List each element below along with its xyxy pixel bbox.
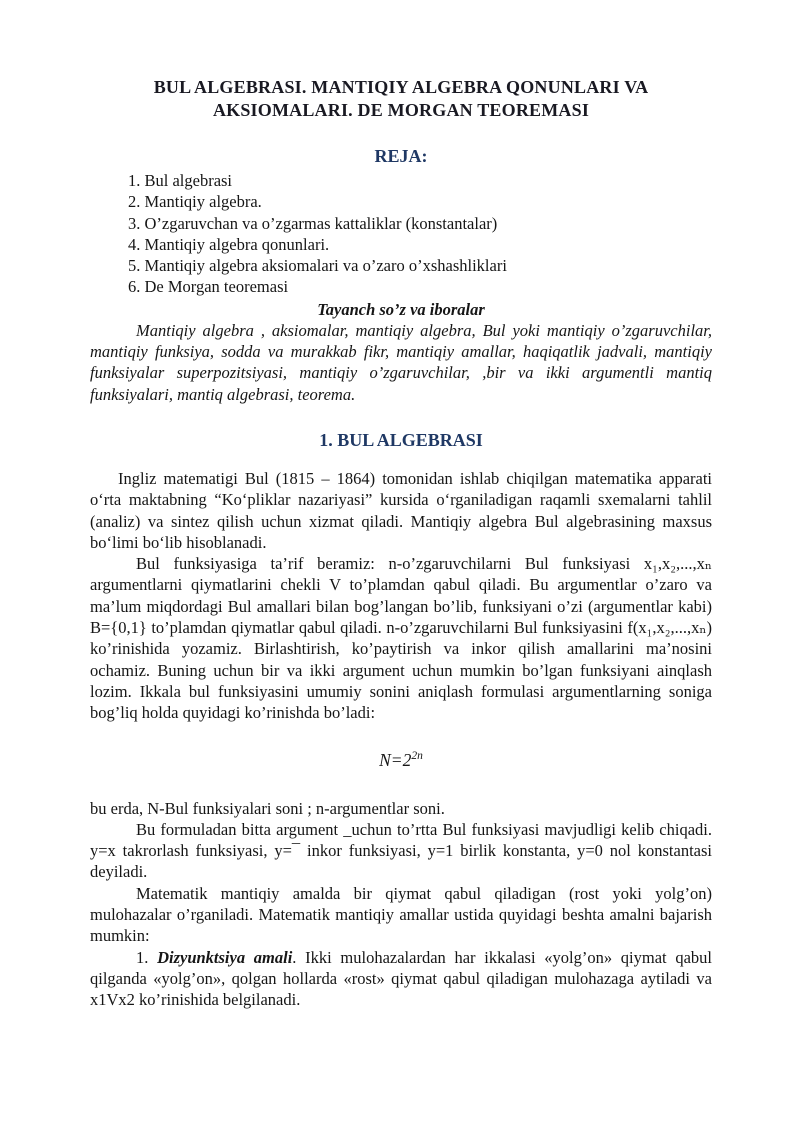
formula-caption: bu erda, N-Bul funksiyalari soni ; n-argumentlar soni. <box>90 798 445 818</box>
formula-base: N=2 <box>379 749 412 770</box>
formula-n-equals-2-pow-2n <box>90 750 712 771</box>
document-title <box>90 76 712 122</box>
section1-paragraph-5 <box>90 947 712 1011</box>
document-title-line1: BUL ALGEBRASI. MANTIQIY ALGEBRA QONUNLARI VA <box>153 77 649 97</box>
reja-heading: REJA: <box>374 146 428 166</box>
reja-item-5: 5. Mantiqiy algebra aksiomalari va o’zaro o’xshashliklari <box>128 256 507 276</box>
section1-heading: 1. BUL ALGEBRASI <box>319 429 483 450</box>
reja-item-2: 2. Mantiqiy algebra. <box>128 192 262 212</box>
reja-item-3: 3. O’zgaruvchan va o’zgarmas kattaliklar (konstantalar) <box>128 213 498 233</box>
list-number: 1. <box>136 947 158 967</box>
reja-item-4: 4. Mantiqiy algebra qonunlari. <box>128 234 330 254</box>
keywords-heading: Tayanch so’z va iboralar <box>317 299 485 319</box>
reja-item-1: 1. Bul algebrasi <box>128 171 233 190</box>
section1-paragraph-4: Matematik mantiqiy amalda bir qiymat qabul qiladigan (rost yoki yolg’on) mulohazalar o’rganiladi. Matematik mantiqiy amallar ustida quyidagi beshta amalni bajarish mumkin: <box>90 883 712 946</box>
formula-exponent: 2n <box>411 749 423 762</box>
section1-paragraph-3: Bu formuladan bitta argument _uchun to’rtta Bul funksiyasi mavjudligi kelib chiqadi. y=x takrorlash funksiyasi, y=¯ inkor funksiyasi, y=1 birlik konstanta, y=0 nol konstantasi deyiladi. <box>90 819 712 882</box>
document-title-line2: AKSIOMALARI. DE MORGAN TEOREMASI <box>212 100 590 120</box>
section1-paragraph-2: Bul funksiyasiga ta’rif beramiz: n-o’zgaruvchilarni Bul funksiyasi x₁,x₂,...,xₙ argumentlarni qiymatlarini chekli V to’plamdan qabul qiladi. Bu argumentlar o’zaro va ma’lum miqdordagi Bul amallari bilan bog’langan bo’lib, funksiyani o’zi (argumentlar kabi) B={0,1} to’plamdan qiymatlar qabul qiladi. n-o’zgaruvchilarni Bul funksiyasini f(x₁,x₂,...,xₙ) ko’rinishida yozamiz. Birlashtirish, ko’paytirish va inkor qilish amallarini ma’nosini ochamiz. Buning uchun bir va ikki argument uchun mumkin bo’lgan funksiyani ainqlash lozim. Ikkala bul funksiyasini umumiy sonini aniqlash formulasi argumentlarning soniga bog’liq holda quyidagi ko’rinishda bo’ladi: <box>90 554 712 723</box>
section1-paragraph-1: Ingliz matematigi Bul (1815 – 1864) tomonidan ishlab chiqilgan matematika apparati oʻrta maktabning “Koʻpliklar nazariyasi” kursida oʻrganiladigan raqamli sxemalarni tahlil (analiz) va sintez qilish uchun xizmat qiladi. Mantiqiy algebra Bul algebrasining maxsus boʻlimi boʻlib hisoblanadi. <box>90 468 712 552</box>
reja-item-6: 6. De Morgan teoremasi <box>128 277 289 297</box>
keywords-paragraph: Mantiqiy algebra , aksiomalar, mantiqiy algebra, Bul yoki mantiqiy o’zgaruvchilar, mantiqiy funksiya, sodda va murakkab fikr, mantiqiy amallar, haqiqatlik jadvali, mantiqiy funksiyalar superpozitsiyasi, mantiqiy o’zgaruvchilar, ,bir va ikki argumentli mantiq funksiyalari, mantiq algebrasi, teorema. <box>90 320 712 404</box>
paragraph-5-rest: . Ikki mulohazalardan har ikkalasi «yolg’on» qiymat qabul qilganda «yolg’on», qolgan hollarda «rost» qiymat qabul qiladigan mulohazaga aytiladi va x1Vx2 ko’rinishida belgilanadi. <box>90 947 712 1010</box>
term-dizyunktsiya-amali: Dizyunktsiya amali <box>157 947 293 967</box>
reja-list <box>128 170 712 298</box>
